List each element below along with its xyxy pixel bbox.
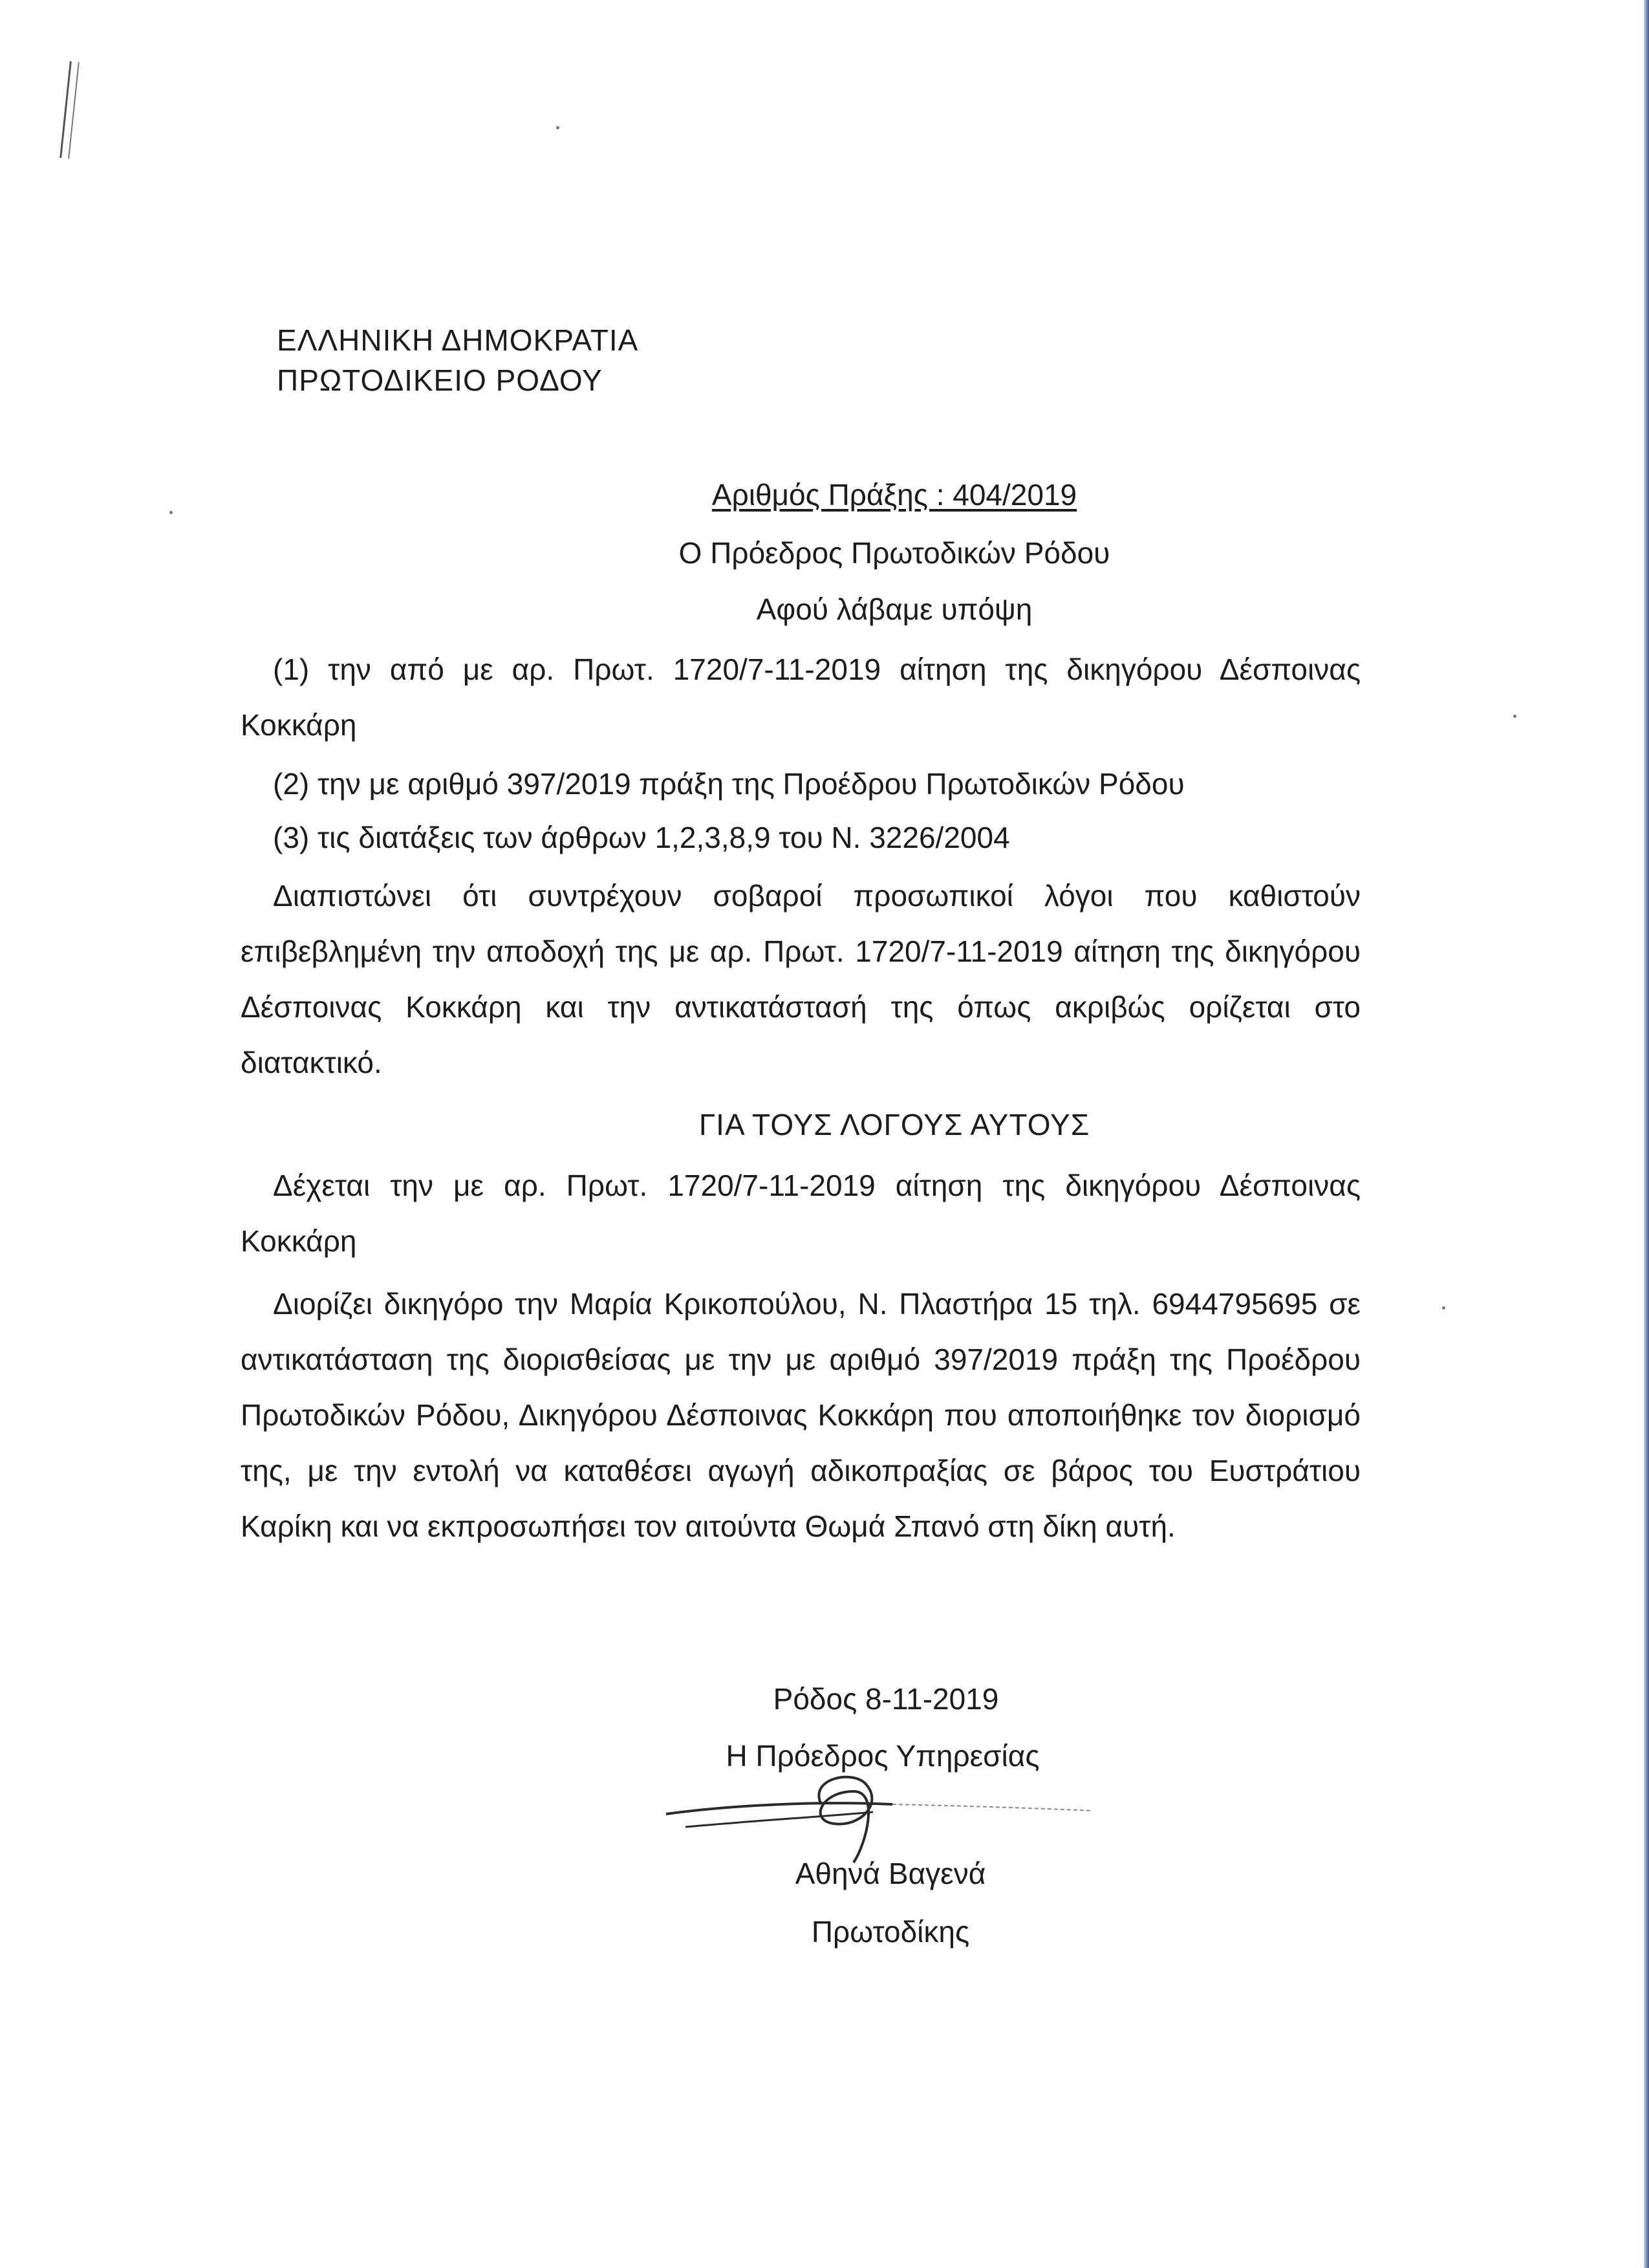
president-line: Ο Πρόεδρος Πρωτοδικών Ρόδου [678,536,1110,570]
act-number-title: Αριθμός Πράξης : 404/2019 [711,478,1077,512]
header-republic: ΕΛΛΗΝΙΚΗ ΔΗΜΟΚΡΑΤΙΑ [277,323,639,357]
document-header [277,320,638,400]
considering-line: Αφού λάβαμε υπόψη [756,592,1033,626]
finding-text: Διαπιστώνει ότι συντρέχουν σοβαροί προσωπικοί λόγοι που καθιστούν επιβεβλημένη την αποδοχή της με αρ. Πρωτ. 1720/7-11-2019 αίτηση της δικηγόρου Δέσποινας Κοκκάρη και την αντικατάστασή της όπως ακριβώς ορίζεται στο διατακτικό. [241,879,1361,1079]
finding-paragraph [241,868,1361,1090]
handwritten-signature [660,1766,1099,1869]
ruling-accepts-text: Δέχεται την με αρ. Πρωτ. 1720/7-11-2019 αίτηση της δικηγόρου Δέσποινας Κοκκάρη [241,1169,1361,1258]
ruling-appoints-text: Διορίζει δικηγόρο την Μαρία Κρικοπούλου, Ν. Πλαστήρα 15 τηλ. 6944795695 σε αντικατάσταση της διορισθείσας με την με αριθμό 397/2019 πράξη της Προέδρου Πρωτοδικών Ρόδου, Δικηγόρου Δέσποινας Κοκκάρη που αποποιήθηκε τον διορισμό της, με την εντολή να καταθέσει αγωγή αδικοπραξίας σε βάρος του Ευστράτιου Καρίκη και να εκπροσωπήσει τον αιτούντα Θωμά Σπανό στη δίκη αυτή. [241,1287,1361,1543]
place-date: Ρόδος 8-11-2019 [773,1682,999,1716]
consideration-1-text: (1) την από με αρ. Πρωτ. 1720/7-11-2019 αίτηση της δικηγόρου Δέσποινας Κοκκάρη [241,653,1361,742]
consideration-3: (3) τις διατάξεις των άρθρων 1,2,3,8,9 του Ν. 3226/2004 [273,821,1010,854]
ruling-accepts [241,1158,1361,1269]
header-court: ΠΡΩΤΟΔΙΚΕΙΟ ΡΟΔΟΥ [277,363,603,397]
reasons-heading: ΓΙΑ ΤΟΥΣ ΛΟΓΟΥΣ ΑΥΤΟΥΣ [698,1108,1090,1141]
pen-mark [59,61,80,159]
scan-speck [556,126,559,129]
scan-speck [1442,1306,1445,1310]
scan-speck [1513,715,1516,718]
consideration-2: (2) την με αριθμό 397/2019 πράξη της Προέδρου Πρωτοδικών Ρόδου [273,767,1185,801]
signatory-name: Αθηνά Βαγενά [795,1857,986,1890]
consideration-1 [241,642,1361,753]
ruling-appoints [241,1276,1361,1554]
signatory-role: Η Πρόεδρος Υπηρεσίας [726,1739,1040,1773]
signatory-title: Πρωτοδίκης [811,1915,970,1949]
